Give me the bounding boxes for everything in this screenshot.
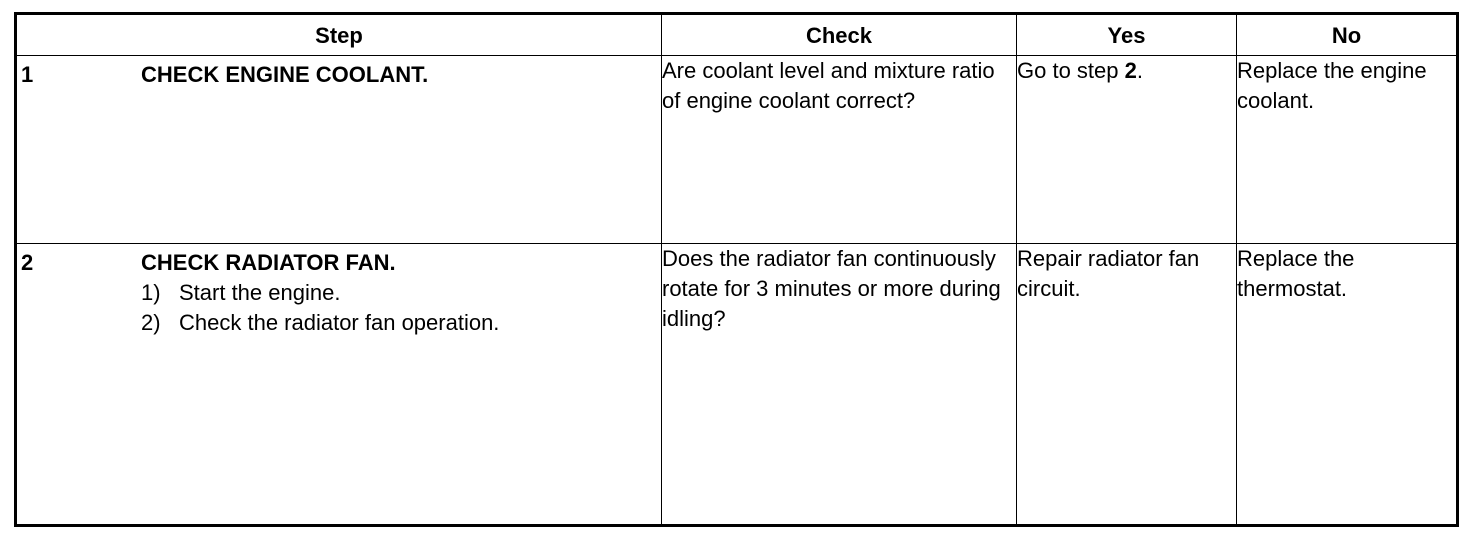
yes-prefix: Go to step xyxy=(1017,58,1125,83)
diagnostic-table xyxy=(14,12,1459,527)
header-yes: Yes xyxy=(1017,14,1237,56)
step-title: CHECK ENGINE COOLANT. xyxy=(141,62,429,87)
substep-number: 1) xyxy=(141,280,161,305)
table-row xyxy=(16,244,1458,526)
yes-suffix: . xyxy=(1136,58,1143,83)
header-check: Check xyxy=(662,14,1017,56)
yes-cell xyxy=(1017,56,1237,244)
step-number: 1 xyxy=(21,62,34,87)
step-title: CHECK RADIATOR FAN. xyxy=(141,250,396,275)
table-row xyxy=(16,56,1458,244)
substep-number: 2) xyxy=(141,310,161,335)
check-cell: Are coolant level and mixture ratio of engine coolant correct? xyxy=(662,56,1017,244)
step-cell xyxy=(16,56,662,244)
yes-cell: Repair radiator fan circuit. xyxy=(1017,244,1237,526)
header-no: No xyxy=(1237,14,1458,56)
yes-step-link: 2 xyxy=(1124,58,1137,83)
substep xyxy=(141,278,661,308)
no-cell: Replace the engine coolant. xyxy=(1237,56,1458,244)
check-cell: Does the radiator fan continuously rotate for 3 minutes or more during idling? xyxy=(662,244,1017,526)
step-cell xyxy=(16,244,662,526)
step-number: 2 xyxy=(21,250,34,275)
substep-text: Check the radiator fan operation. xyxy=(179,310,500,335)
no-cell: Replace the thermostat. xyxy=(1237,244,1458,526)
header-step: Step xyxy=(16,14,662,56)
substep xyxy=(141,308,661,338)
substep-text: Start the engine. xyxy=(179,280,341,305)
header-row xyxy=(16,14,1458,56)
